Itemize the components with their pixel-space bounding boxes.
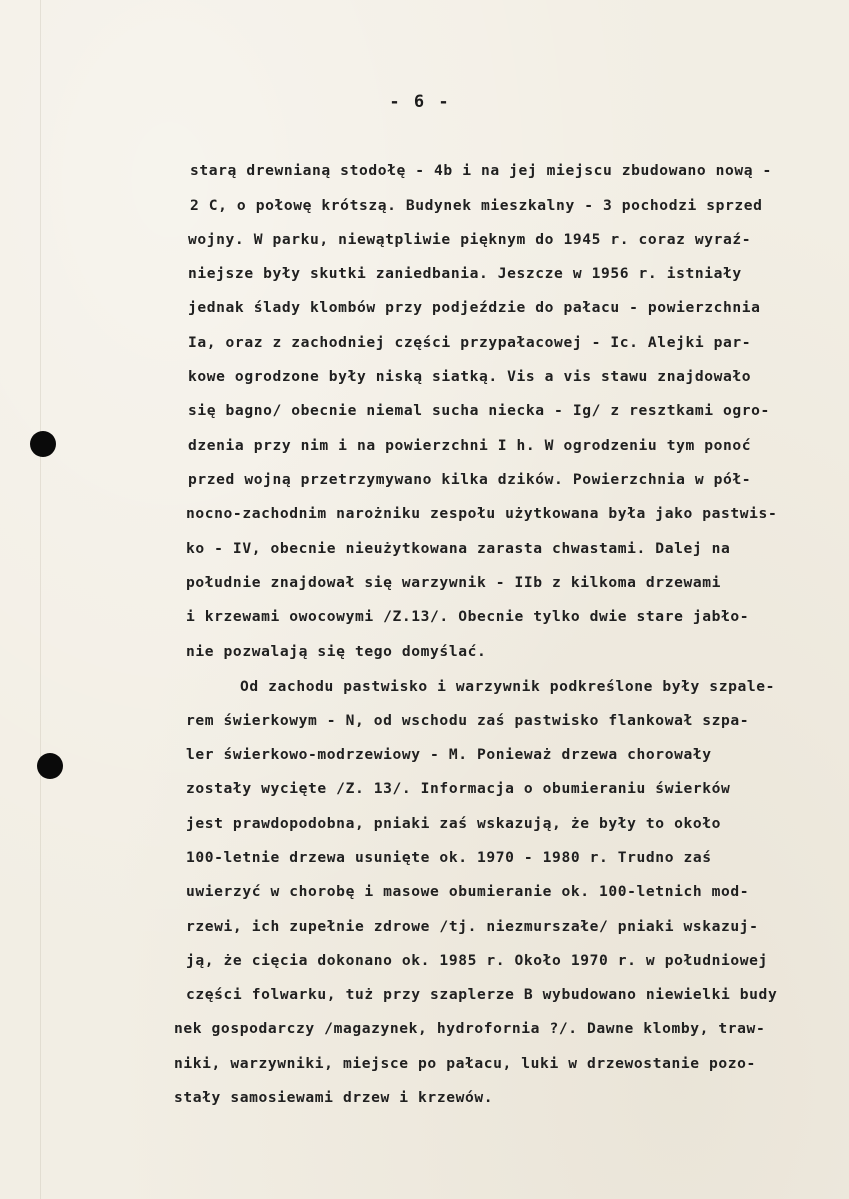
text-line: stały samosiewami drzew i krzewów.: [174, 1089, 494, 1106]
text-line: niejsze były skutki zaniedbania. Jeszcze w 1956 r. istniały: [188, 265, 742, 282]
text-line: jednak ślady klombów przy podjeździe do pałacu - powierzchnia: [188, 299, 761, 316]
text-line: ją, że cięcia dokonano ok. 1985 r. Około 1970 r. w południowej: [186, 952, 768, 969]
text-line: Ia, oraz z zachodniej części przypałacowej - Ic. Alejki par-: [188, 334, 752, 351]
text-line: uwierzyć w chorobę i masowe obumieranie ok. 100-letnich mod-: [186, 883, 750, 900]
text-line: rzewi, ich zupełnie zdrowe /tj. niezmurszałe/ pniaki wskazuj-: [186, 918, 759, 935]
text-line: rem świerkowym - N, od wschodu zaś pastwisko flankował szpa-: [186, 712, 750, 729]
text-line: części folwarku, tuż przy szaplerze B wybudowano niewielki budy: [186, 986, 778, 1003]
text-line: kowe ogrodzone były niską siatką. Vis a vis stawu znajdowało: [188, 368, 752, 385]
text-line: nie pozwalają się tego domyślać.: [186, 643, 487, 660]
text-line: się bagno/ obecnie niemal sucha niecka - Ig/ z resztkami ogro-: [188, 402, 770, 419]
text-line: przed wojną przetrzymywano kilka dzików. Powierzchnia w pół-: [188, 471, 752, 488]
text-line: ler świerkowo-modrzewiowy - M. Ponieważ drzewa chorowały: [186, 746, 712, 763]
text-line: Od zachodu pastwisko i warzywnik podkreślone były szpale-: [240, 678, 776, 695]
text-line: nek gospodarczy /magazynek, hydrofornia ?/. Dawne klomby, traw-: [174, 1020, 766, 1037]
text-line: dzenia przy nim i na powierzchni I h. W ogrodzeniu tym ponoć: [188, 437, 752, 454]
text-line: południe znajdował się warzywnik - IIb z kilkoma drzewami: [186, 574, 722, 591]
text-line: wojny. W parku, niewątpliwie pięknym do 1945 r. coraz wyraź-: [188, 231, 752, 248]
text-line: i krzewami owocowymi /Z.13/. Obecnie tylko dwie stare jabło-: [186, 608, 750, 625]
text-line: nocno-zachodnim narożniku zespołu użytkowana była jako pastwis-: [186, 505, 778, 522]
text-line: zostały wycięte /Z. 13/. Informacja o obumieraniu świerków: [186, 780, 731, 797]
text-line: 100-letnie drzewa usunięte ok. 1970 - 1980 r. Trudno zaś: [186, 849, 712, 866]
text-line: jest prawdopodobna, pniaki zaś wskazują, że były to około: [186, 815, 722, 832]
text-line: starą drewnianą stodołę - 4b i na jej miejscu zbudowano nową -: [190, 162, 772, 179]
text-line: niki, warzywniki, miejsce po pałacu, luki w drzewostanie pozo-: [174, 1055, 756, 1072]
page-number: - 6 -: [389, 92, 451, 112]
text-line: ko - IV, obecnie nieużytkowana zarasta chwastami. Dalej na: [186, 540, 731, 557]
text-line: 2 C, o połowę krótszą. Budynek mieszkalny - 3 pochodzi sprzed: [190, 197, 763, 214]
